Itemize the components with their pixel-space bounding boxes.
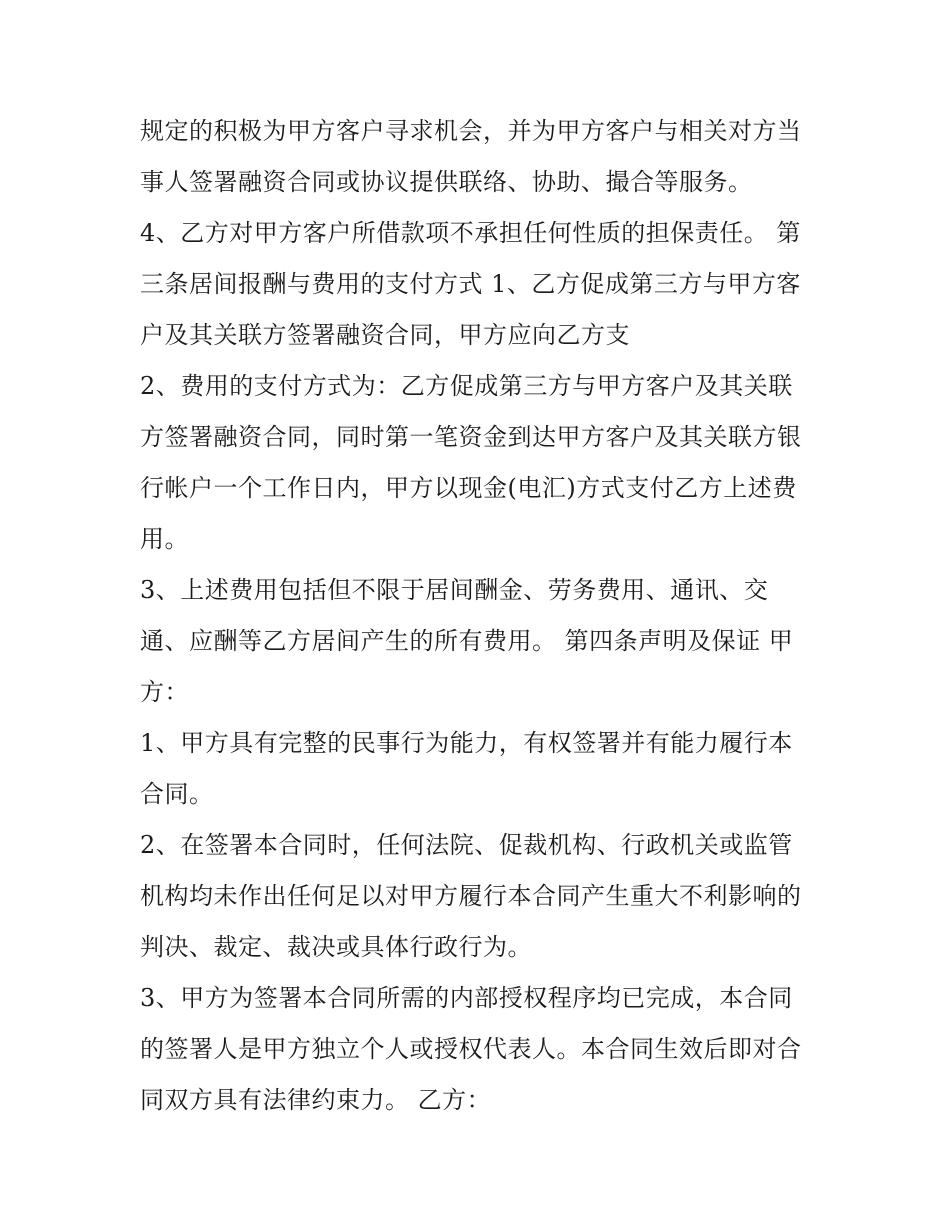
text-line: 4、乙方对甲方客户所借款项不承担任何性质的担保责任。 第 xyxy=(140,219,801,247)
text-line: 2、费用的支付方式为：乙方促成第三方与甲方客户及其关联 xyxy=(140,372,793,400)
text-line: 机构均未作出任何足以对甲方履行本合同产生重大不利影响的 xyxy=(140,882,802,910)
text-line: 合同。 xyxy=(140,780,214,808)
text-line: 同双方具有法律约束力。 乙方： xyxy=(140,1086,492,1114)
text-line: 行帐户一个工作日内，甲方以现金(电汇)方式支付乙方上述费 xyxy=(140,474,797,502)
text-line: 2、在签署本合同时，任何法院、促裁机构、行政机关或监管 xyxy=(140,831,793,859)
text-line: 1、甲方具有完整的民事行为能力，有权签署并有能力履行本 xyxy=(140,729,793,757)
text-line: 事人签署融资合同或协议提供联络、协助、撮合等服务。 xyxy=(140,168,753,196)
text-line: 判决、裁定、裁决或具体行政行为。 xyxy=(140,933,532,961)
text-line: 户及其关联方签署融资合同，甲方应向乙方支 xyxy=(140,321,630,349)
text-line: 通、应酬等乙方居间产生的所有费用。 第四条声明及保证 甲 xyxy=(140,627,794,655)
text-line: 用。 xyxy=(140,525,189,553)
text-line: 3、甲方为签署本合同所需的内部授权程序均已完成，本合同 xyxy=(140,984,793,1012)
document-body xyxy=(140,106,820,1126)
text-line: 三条居间报酬与费用的支付方式 1、乙方促成第三方与甲方客 xyxy=(140,270,801,298)
text-line: 3、上述费用包括但不限于居间酬金、劳务费用、通讯、交 xyxy=(140,576,769,604)
text-line: 方签署融资合同，同时第一笔资金到达甲方客户及其关联方银 xyxy=(140,423,802,451)
text-line: 方： xyxy=(140,678,189,706)
text-line: 的签署人是甲方独立个人或授权代表人。本合同生效后即对合 xyxy=(140,1035,802,1063)
text-line: 规定的积极为甲方客户寻求机会，并为甲方客户与相关对方当 xyxy=(140,117,802,145)
